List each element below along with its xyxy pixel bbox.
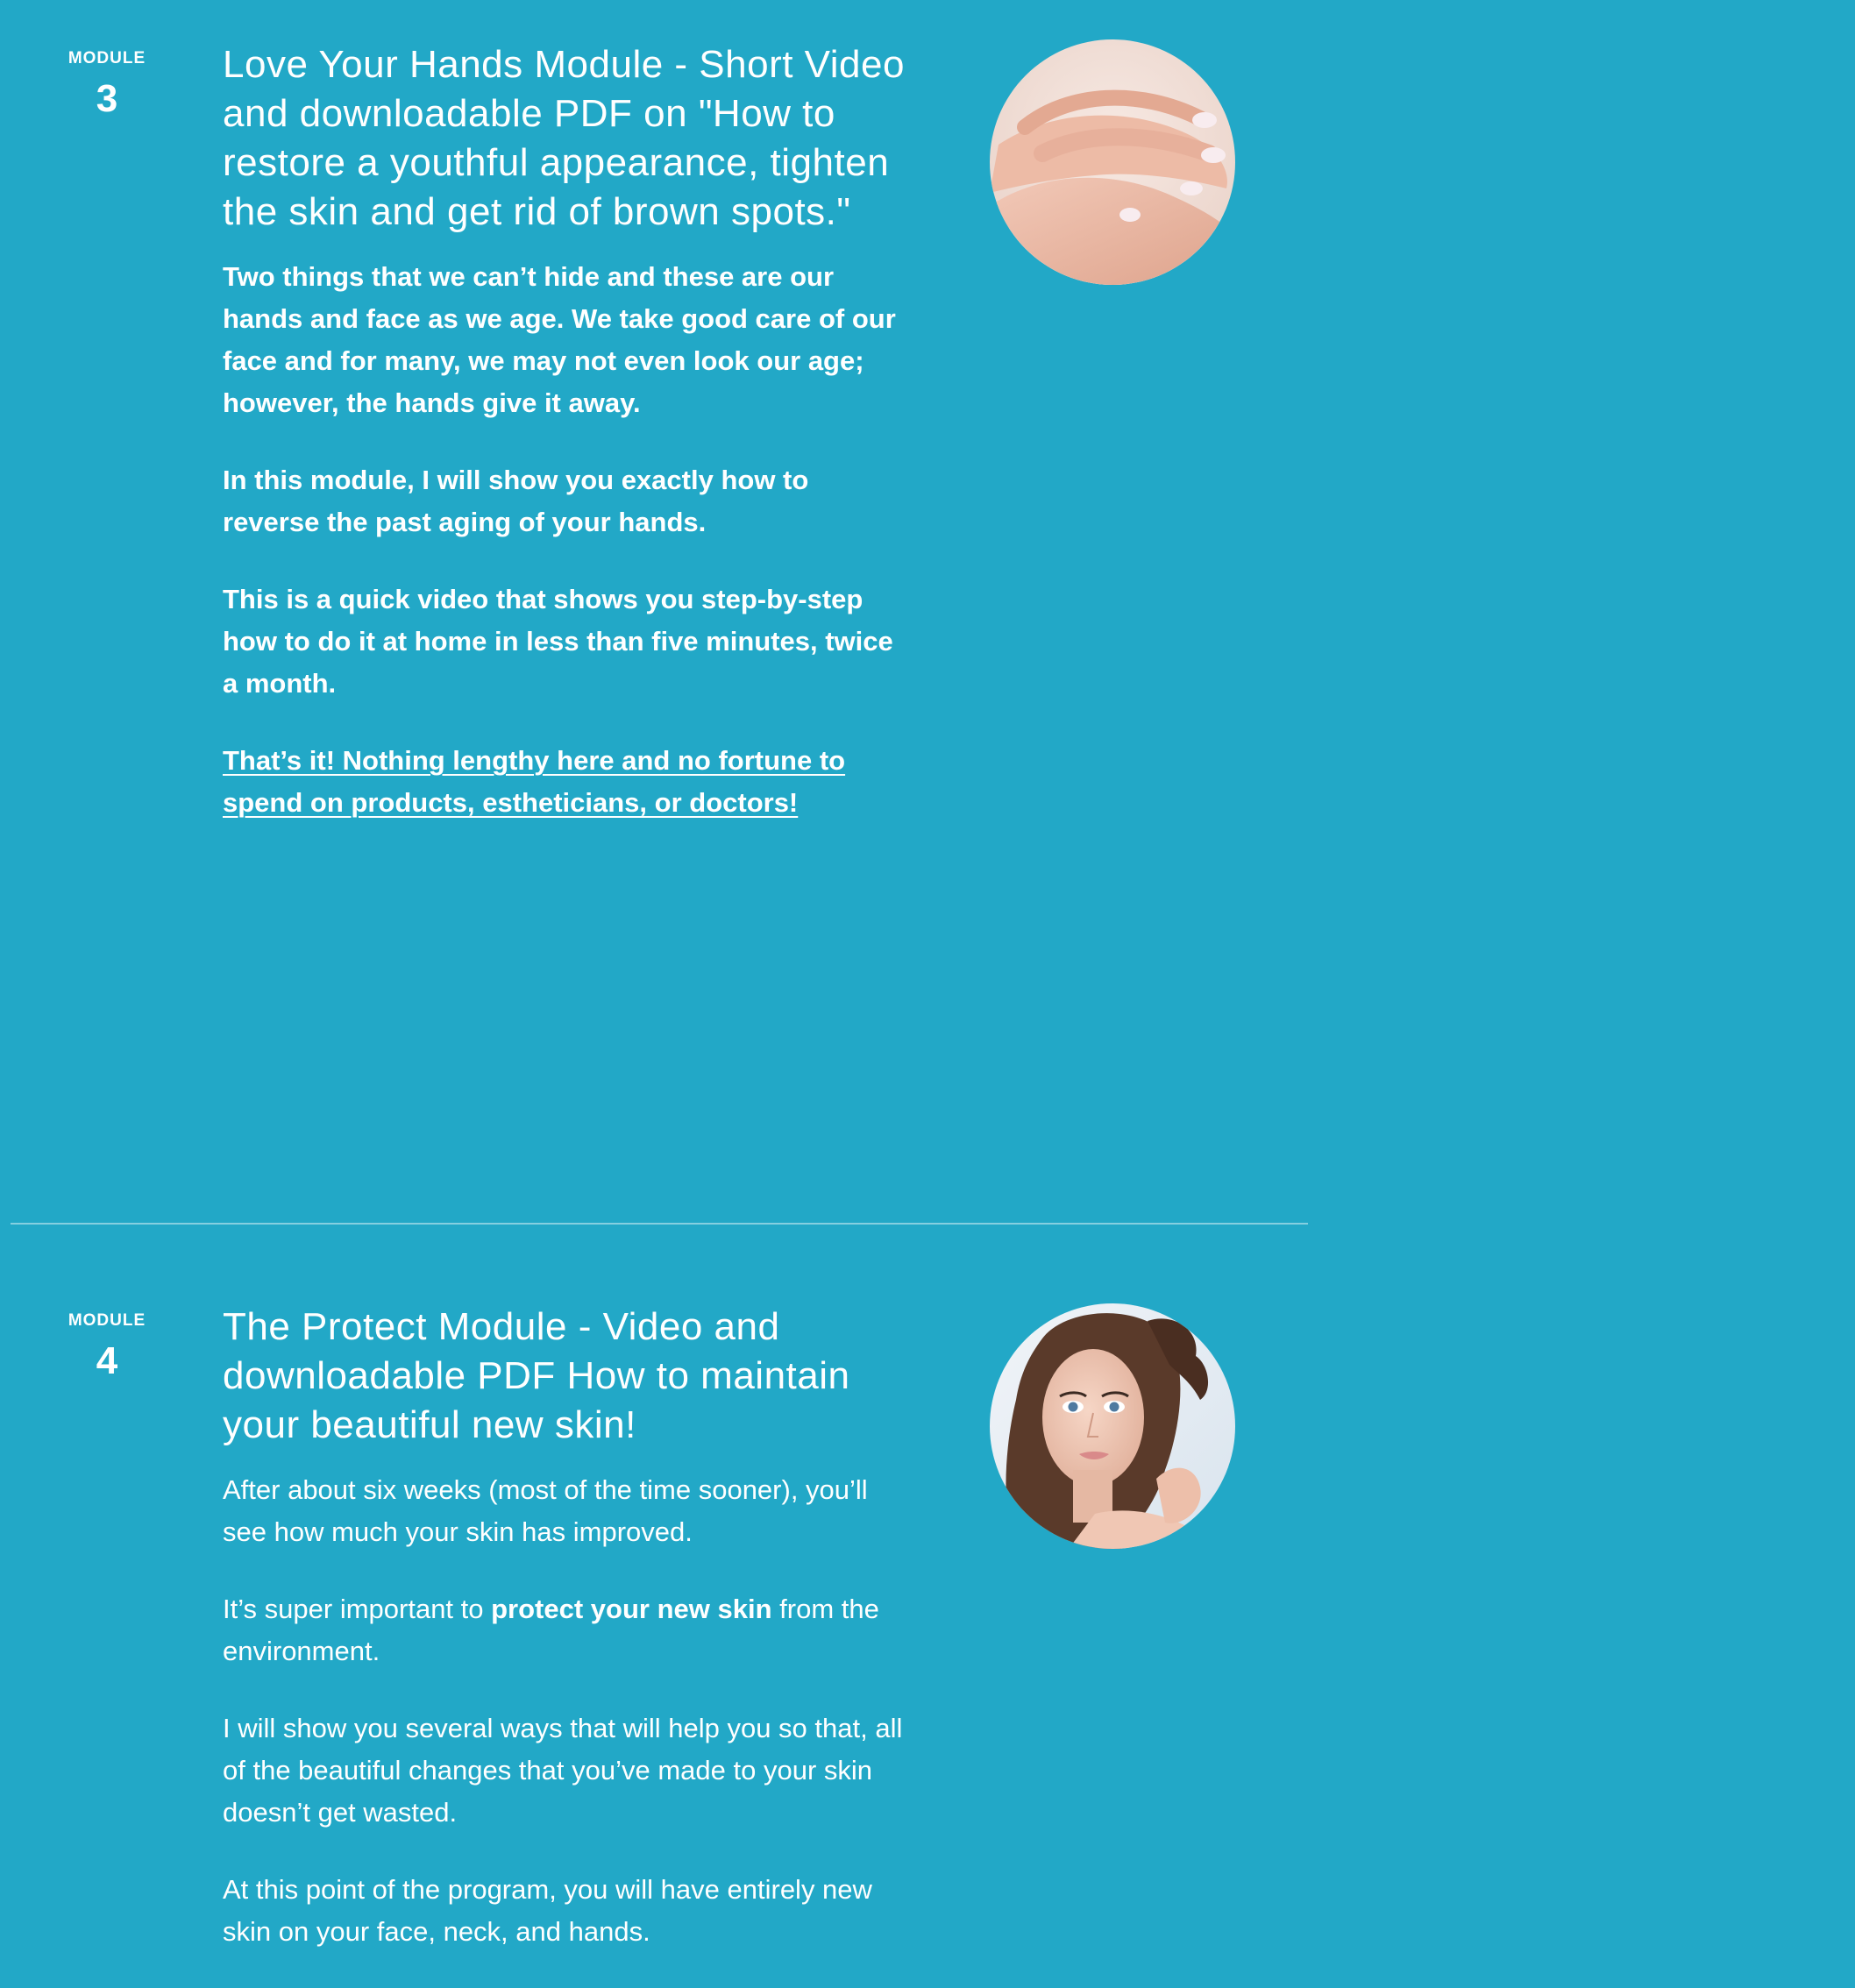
paragraph-text: from the environment.	[223, 1594, 879, 1666]
module-paragraph: I will show you several ways that will help you so that, all of the beautiful changes that you’ve made to your skin doesn’t get wasted.	[223, 1713, 903, 1828]
module-paragraph: Two things that we can’t hide and these are our hands and face as we age. We take good care of our face and for many, we may not even look our age; however, the hands give it away.	[223, 261, 896, 418]
module-content	[223, 40, 906, 859]
module-number: 4	[96, 1339, 118, 1382]
module-label: MODULE	[68, 49, 146, 67]
hands-photo	[990, 39, 1235, 285]
module-content	[223, 1303, 906, 1988]
module-paragraph	[223, 1588, 906, 1672]
module-number: 3	[96, 77, 118, 120]
module-paragraph: After about six weeks (most of the time sooner), you’ll see how much your skin has improved.	[223, 1474, 868, 1547]
module-label: MODULE	[68, 1311, 146, 1330]
module-title: The Protect Module - Video and downloadable PDF How to maintain your beautiful new skin!	[223, 1305, 850, 1446]
module-paragraph: At this point of the program, you will have entirely new skin on your face, neck, and hands.	[223, 1874, 872, 1947]
woman-portrait-photo	[990, 1303, 1235, 1549]
module-underlined-paragraph: That’s it! Nothing lengthy here and no fortune to spend on products, estheticians, or doctors!	[223, 745, 846, 818]
module-title: Love Your Hands Module - Short Video and downloadable PDF on "How to restore a youthful appearance, tighten the skin and get rid of brown spots."	[223, 43, 905, 233]
module-paragraph: This is a quick video that shows you step-by-step how to do it at home in less than five minutes, twice a month.	[223, 584, 893, 699]
section-divider	[11, 1223, 1308, 1225]
paragraph-text: It’s super important to	[223, 1594, 492, 1624]
paragraph-bold-text: protect your new skin	[491, 1594, 772, 1624]
module-paragraph: In this module, I will show you exactly how to reverse the past aging of your hands.	[223, 465, 809, 537]
